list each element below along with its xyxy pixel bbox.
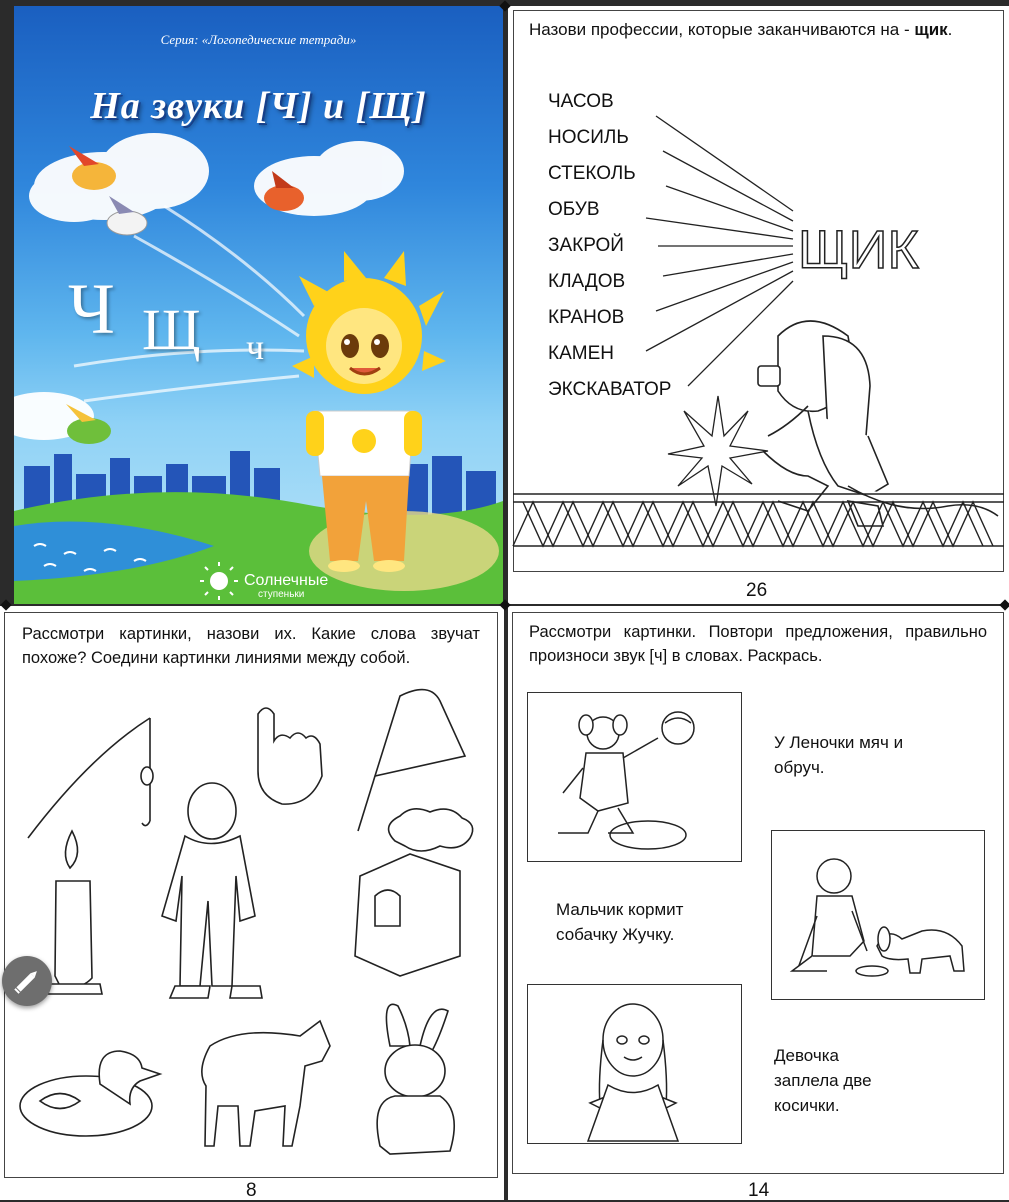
letter-ch-large: Ч [68, 269, 115, 349]
page-number: 14 [748, 1180, 770, 1201]
page26-illustration [508, 6, 1009, 604]
picture-boy-dog [771, 830, 985, 1000]
picture-girl-braids [527, 984, 742, 1144]
word-item: ЧАСОВ [548, 91, 614, 112]
suffix-shchik: ЩИК [798, 220, 919, 280]
boy-feeding-dog-image [772, 831, 983, 998]
word-item: ЭКСКАВАТОР [548, 379, 672, 400]
page8-illustrations [0, 606, 504, 1200]
sentence-2: Мальчик кормит собачку Жучку. [556, 900, 684, 944]
letter-ch-small: ч [246, 327, 265, 367]
brand-line2: ступеньки [258, 589, 305, 600]
page8-instruction: Рассмотри картинки, назови их. Какие слова звучат похоже? Соедини картинки линиями между собой. [22, 625, 480, 667]
girl-with-ball-image [528, 693, 740, 860]
page14-instruction: Рассмотри картинки. Повтори предложения, правильно произноси звук [ч] в словах. Раскрась. [529, 623, 987, 665]
cover-title: На звуки [Ч] и [Щ] [90, 85, 427, 127]
page-number: 8 [246, 1180, 257, 1201]
sentence-3: Девочка заплела две косички. [774, 1046, 872, 1115]
word-item: ЗАКРОЙ [548, 235, 624, 256]
pencil-icon [2, 956, 52, 1006]
page-number: 26 [746, 580, 768, 601]
word-item: КРАНОВ [548, 307, 625, 328]
letter-shch: Щ [142, 297, 201, 362]
word-item: СТЕКОЛЬ [548, 163, 636, 184]
word-item: НОСИЛЬ [548, 127, 629, 148]
cover-page [14, 6, 503, 604]
word-item: КАМЕН [548, 343, 614, 364]
girl-with-braids-image [528, 985, 740, 1142]
word-item: КЛАДОВ [548, 271, 626, 292]
picture-girl-ball [527, 692, 742, 862]
edit-button[interactable] [2, 956, 52, 1006]
page26-instruction: Назови профессии, которые заканчиваются на - щик. [529, 20, 953, 39]
word-item: ОБУВ [548, 199, 600, 220]
sentence-1: У Леночки мяч и обруч. [774, 733, 904, 777]
publisher-brand [244, 574, 328, 602]
brand-line1: Солнечные [244, 572, 329, 589]
series-label: Серия: «Логопедические тетради» [160, 32, 357, 47]
